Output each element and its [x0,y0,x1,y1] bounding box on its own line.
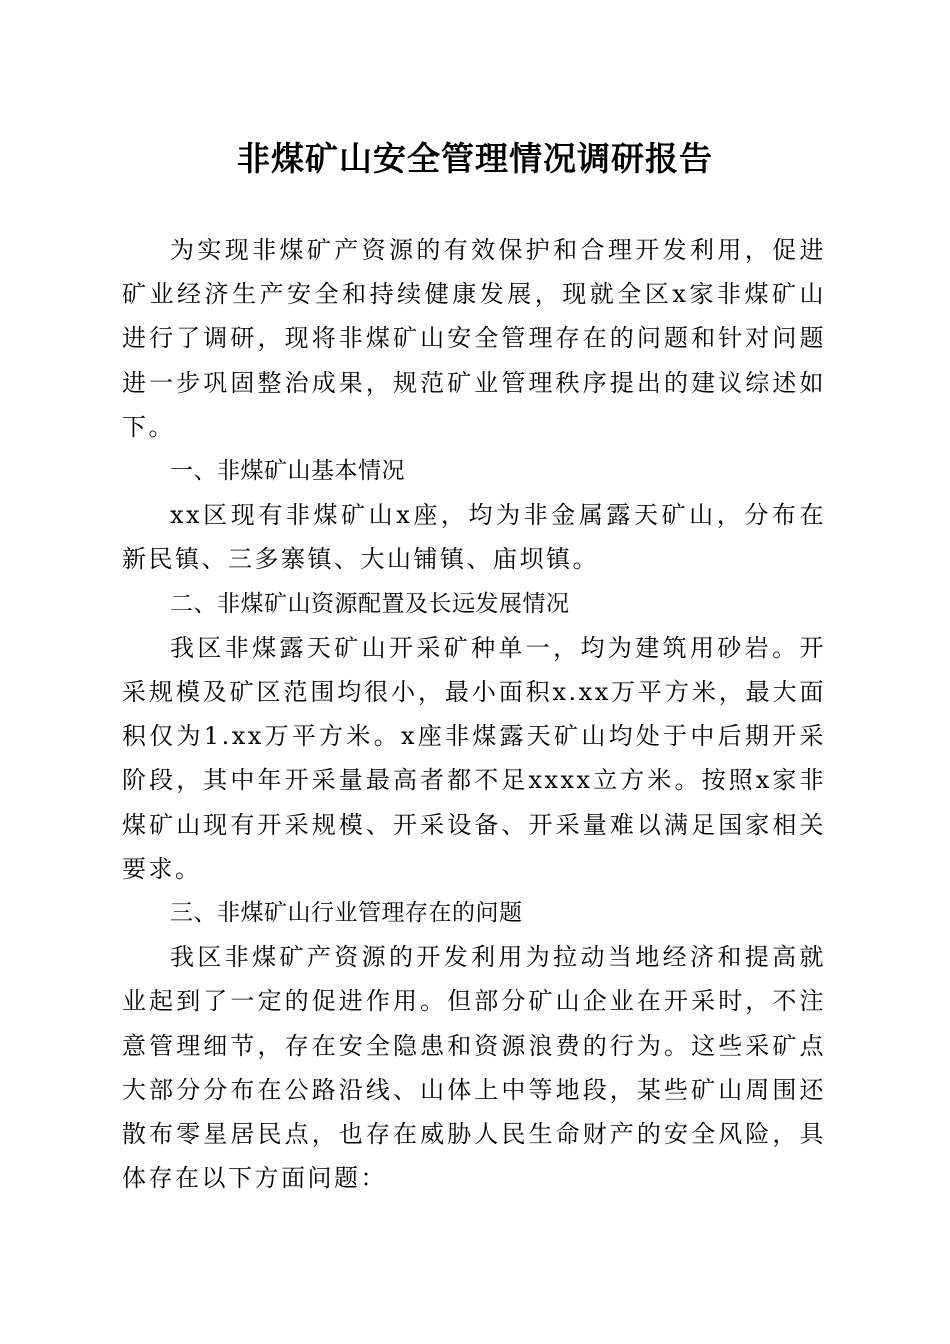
document-title: 非煤矿山安全管理情况调研报告 [237,139,713,178]
section-paragraph-3: 我区非煤矿产资源的开发利用为拉动当地经济和提高就业起到了一定的促进作用。但部分矿山企业在开采时，不注意管理细节，存在安全隐患和资源浪费的行为。这些采矿点大部分分布在公路沿线、山体上中等地段，某些矿山周围还散布零星居民点，也存在威胁人民生命财产的安全风险，具体存在以下方面问题： [122,943,826,1193]
section-heading-3: 三、非煤矿山行业管理存在的问题 [170,900,523,927]
section-heading-2: 二、非煤矿山资源配置及长远发展情况 [170,590,570,617]
document-body [122,228,826,1200]
section-paragraph-1: xx区现有非煤矿山x座，均为非金属露天矿山，分布在新民镇、三多寨镇、大山铺镇、庙坝镇。 [122,501,826,574]
section-heading-1: 一、非煤矿山基本情况 [170,458,405,485]
intro-paragraph: 为实现非煤矿产资源的有效保护和合理开发利用，促进矿业经济生产安全和持续健康发展，现就全区x家非煤矿山进行了调研，现将非煤矿山安全管理存在的问题和针对问题进一步巩固整治成果，规范矿业管理秩序提出的建议综述如下。 [122,236,826,441]
section-paragraph-2: 我区非煤露天矿山开采矿种单一，均为建筑用砂岩。开采规模及矿区范围均很小，最小面积x.xx万平方米，最大面积仅为1.xx万平方米。x座非煤露天矿山均处于中后期开采阶段，其中年开采量最高者都不足xxxx立方米。按照x家非煤矿山现有开采规模、开采设备、开采量难以满足国家相关要求。 [122,633,826,883]
